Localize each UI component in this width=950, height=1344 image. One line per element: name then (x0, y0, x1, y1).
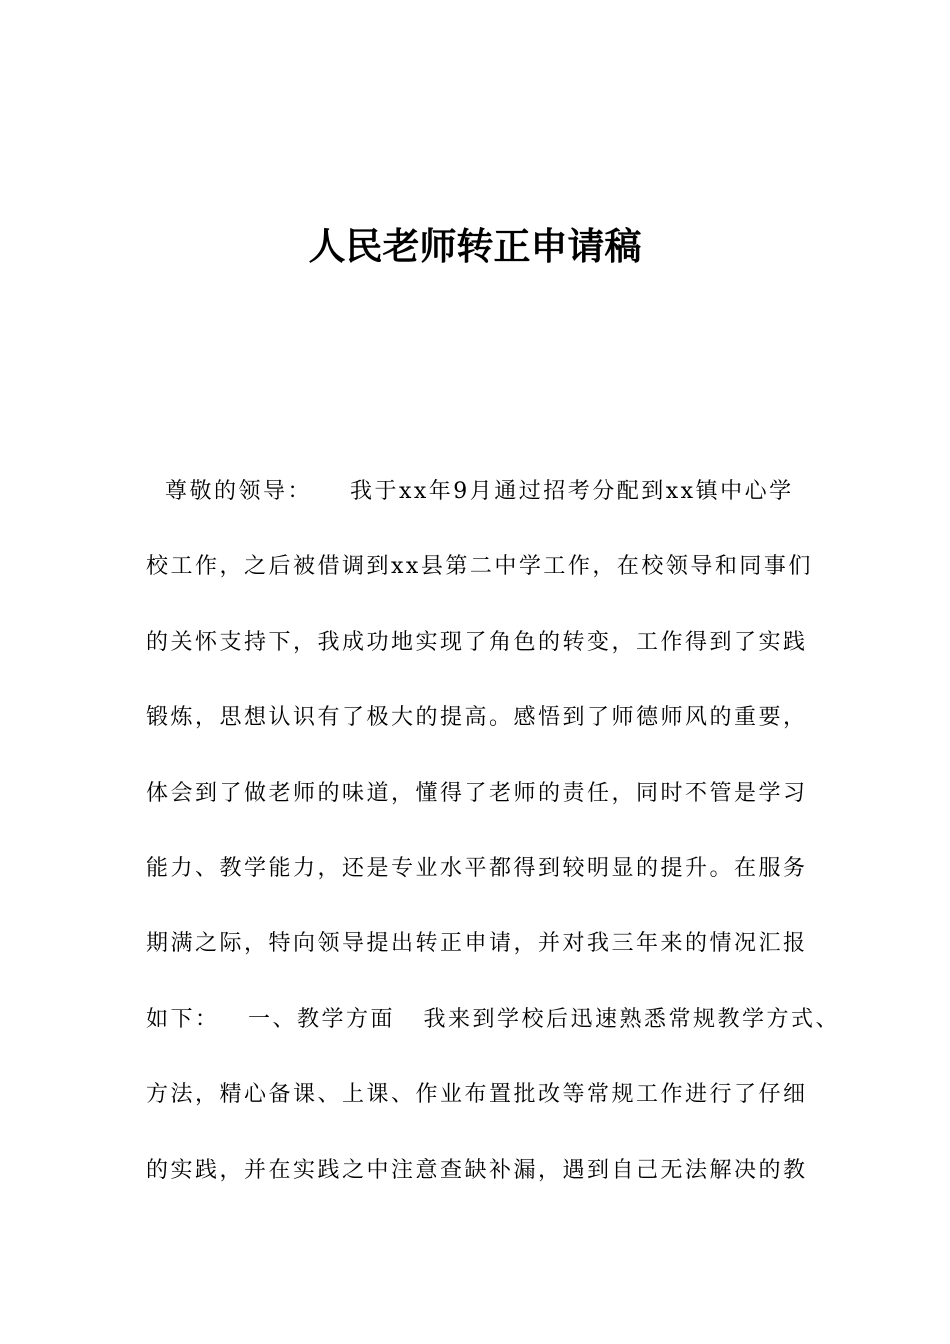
body-line: 校工作，之后被借调到xx县第二中学工作，在校领导和同事们 (146, 554, 813, 580)
body-line: 锻炼，思想认识有了极大的提高。感悟到了师德师风的重要， (146, 705, 808, 731)
body-line: 如下： 一、教学方面 我来到学校后迅速熟悉常规教学方式、 (146, 1006, 840, 1032)
body-line: 体会到了做老师的味道，懂得了老师的责任，同时不管是学习 (146, 780, 808, 806)
body-line: 尊敬的领导： 我于xx年9月通过招考分配到xx镇中心学 (146, 479, 794, 504)
body-line: 的关怀支持下，我成功地实现了角色的转变，工作得到了实践 (146, 629, 808, 655)
body-line: 的实践，并在实践之中注意查缺补漏，遇到自己无法解决的教 (146, 1157, 808, 1183)
body-line: 能力、教学能力，还是专业水平都得到较明显的提升。在服务 (146, 855, 808, 881)
document-title: 人民老师转正申请稿 (308, 225, 642, 268)
body-line: 方法，精心备课、上课、作业布置批改等常规工作进行了仔细 (146, 1082, 808, 1108)
document-body (146, 454, 846, 1208)
body-line: 期满之际，特向领导提出转正申请，并对我三年来的情况汇报 (146, 931, 808, 957)
